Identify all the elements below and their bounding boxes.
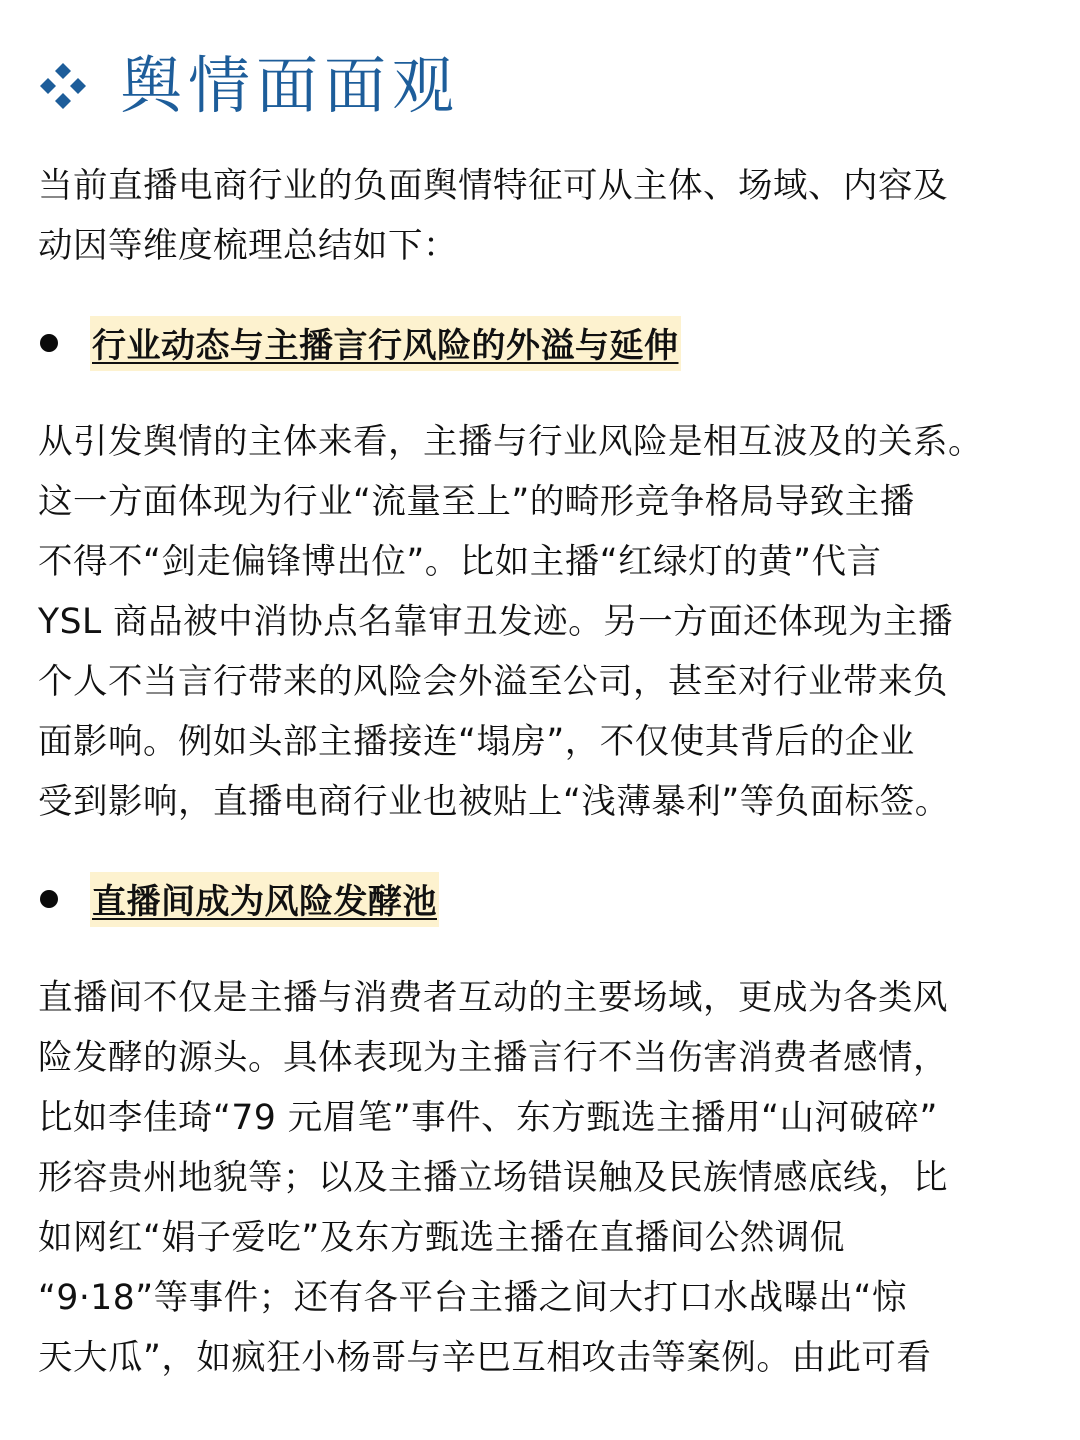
- diamond-cluster-icon: [38, 61, 88, 111]
- section-heading: 行业动态与主播言行风险的外溢与延伸: [90, 316, 681, 371]
- paragraph-line: 不得不“剑走偏锋博出位”。比如主播“红绿灯的黄”代言: [38, 542, 882, 582]
- intro-paragraph: [38, 156, 1046, 276]
- paragraph-line: YSL 商品被中消协点名靠审丑发迹。另一方面还体现为主播: [38, 602, 954, 642]
- title-row: [38, 38, 460, 134]
- section-paragraph: [38, 968, 1046, 1388]
- section-heading-row: [40, 872, 439, 926]
- bullet-dot: [40, 334, 58, 352]
- paragraph-line: 如网红“娟子爱吃”及东方甄选主播在直播间公然调侃: [38, 1218, 845, 1258]
- section-heading-row: [40, 316, 681, 370]
- paragraph-line: 形容贵州地貌等；以及主播立场错误触及民族情感底线，比: [38, 1158, 948, 1198]
- paragraph-line: 天大瓜”，如疯狂小杨哥与辛巴互相攻击等案例。由此可看: [38, 1338, 932, 1378]
- paragraph-line: 个人不当言行带来的风险会外溢至公司，甚至对行业带来负: [38, 662, 948, 702]
- section-paragraph: [38, 412, 1046, 832]
- paragraph-line: 这一方面体现为行业“流量至上”的畸形竞争格局导致主播: [38, 482, 915, 522]
- paragraph-line: 比如李佳琦“79 元眉笔”事件、东方甄选主播用“山河破碎”: [38, 1098, 938, 1138]
- paragraph-line: 受到影响，直播电商行业也被贴上“浅薄暴利”等负面标签。: [38, 782, 950, 822]
- intro-line: 动因等维度梳理总结如下：: [38, 226, 458, 266]
- paragraph-line: 面影响。例如头部主播接连“塌房”，不仅使其背后的企业: [38, 722, 915, 762]
- section-heading: 直播间成为风险发酵池: [90, 872, 439, 927]
- page-title: 舆情面面观: [120, 49, 461, 122]
- paragraph-line: 从引发舆情的主体来看，主播与行业风险是相互波及的关系。: [38, 422, 983, 462]
- intro-line: 当前直播电商行业的负面舆情特征可从主体、场域、内容及: [38, 166, 948, 206]
- paragraph-line: 险发酵的源头。具体表现为主播言行不当伤害消费者感情，: [38, 1038, 948, 1078]
- bullet-dot: [40, 890, 58, 908]
- paragraph-line: “9·18”等事件；还有各平台主播之间大打口水战曝出“惊: [38, 1278, 907, 1318]
- paragraph-line: 直播间不仅是主播与消费者互动的主要场域，更成为各类风: [38, 978, 948, 1018]
